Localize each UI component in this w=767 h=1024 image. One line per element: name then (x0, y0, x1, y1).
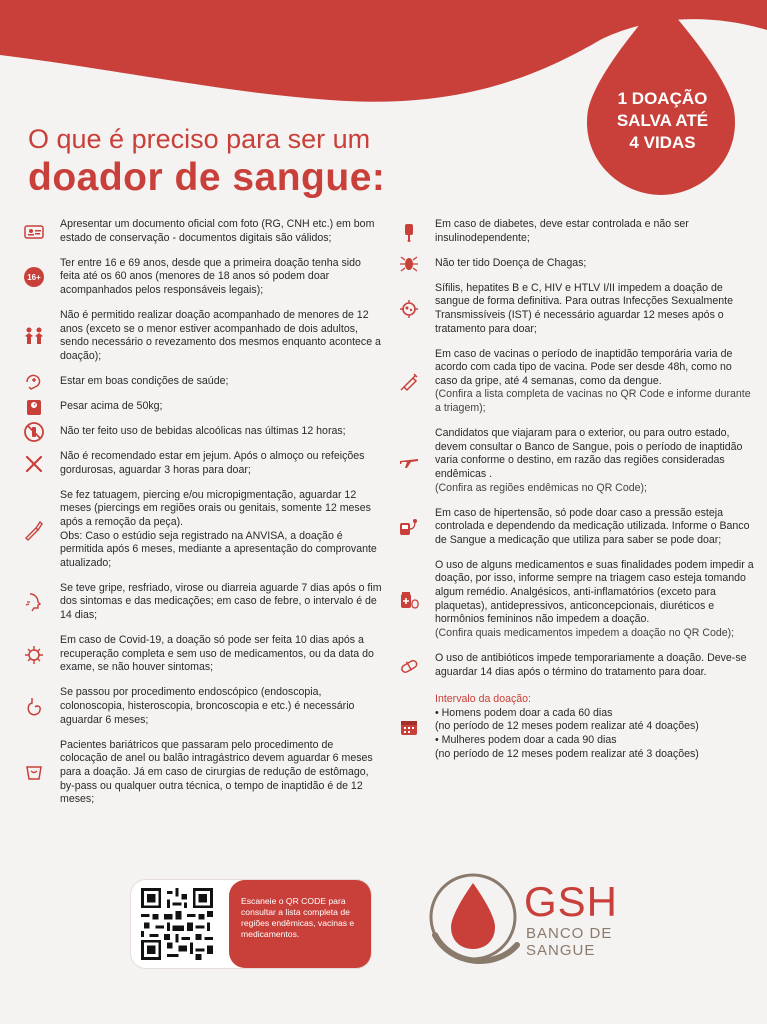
item-text: Não ter tido Doença de Chagas; (435, 256, 587, 269)
airplane-icon (397, 449, 421, 473)
page-title-line1: O que é preciso para ser um (28, 124, 371, 154)
list-item (397, 282, 757, 336)
virus-icon (22, 643, 46, 667)
glucose-icon (397, 220, 421, 244)
list-item (22, 400, 382, 414)
item-text: Apresentar um documento oficial com foto (RG, CNH etc.) em bom estado de conservação - documentos digitais são válidos; (60, 218, 375, 244)
item-text: Não é permitido realizar doação acompanhado de menores de 12 anos (exceto se o menor estiver acompanhado de dois adultos, sendo necessário o revezamento dos mesmos enquanto acontece a doação); (60, 308, 381, 362)
logo-subtitle (526, 925, 612, 959)
medicine-icon (397, 588, 421, 612)
donation-interval (397, 693, 757, 761)
no-alcohol-icon (22, 420, 46, 444)
requirements-left-column (22, 218, 382, 818)
item-text: Se teve gripe, resfriado, virose ou diarreia aguarde 7 dias após o fim dos sintomas e das medicações; em caso de febre, o intervalo é de 14 dias; (60, 581, 382, 622)
item-note: (Confira quais medicamentos impedem a doação no QR Code); (435, 626, 735, 639)
tattoo-icon (22, 518, 46, 542)
badge-line1: 1 DOAÇÃO (617, 89, 708, 108)
list-item (397, 257, 757, 271)
list-item (22, 634, 382, 675)
page-title-line2: doador de sangue: (28, 156, 386, 199)
item-note: (Confira a lista completa de vacinas no QR Code e informe durante a triagem); (435, 388, 751, 415)
age-16-icon (22, 265, 46, 289)
interval-women-note: (no período de 12 meses podem realizar até 3 doações) (435, 747, 699, 760)
list-item (397, 427, 757, 495)
calendar-icon (397, 715, 421, 739)
syringe-icon (397, 370, 421, 394)
interval-men-note: (no período de 12 meses podem realizar até 4 doações) (435, 720, 699, 733)
list-item (397, 218, 757, 245)
list-item (22, 450, 382, 477)
list-item (22, 489, 382, 571)
item-text: Se passou por procedimento endoscópico (endoscopia, colonoscopia, histeroscopia, broncoscopia e etc.) é necessário aguardar 6 meses; (60, 686, 355, 726)
item-note: Obs: Caso o estúdio seja registrado na ANVISA, a doação é permitida após 6 meses, mediante a apresentação do comprovante atualizado; (60, 529, 377, 569)
qr-code-icon[interactable] (141, 888, 213, 960)
item-text: Em caso de hipertensão, só pode doar caso a pressão esteja controlada e dependendo da medicação utilizada. Informe o Banco de Sangue a medicação que utiliza para saber se pode doar; (435, 506, 750, 546)
stomach-icon (22, 695, 46, 719)
bug-icon (397, 251, 421, 275)
health-icon (22, 370, 46, 394)
scale-icon (22, 395, 46, 419)
pill-icon (397, 654, 421, 678)
bariatric-icon (22, 761, 46, 785)
item-text: Não ter feito uso de bebidas alcoólicas nas últimas 12 horas; (60, 425, 346, 438)
item-text: Em caso de diabetes, deve estar controlada e não ser insulinodependente; (435, 218, 689, 244)
badge-line2: SALVA ATÉ (616, 111, 709, 130)
item-text: Pacientes bariátricos que passaram pelo procedimento de colocação de anel ou balão intragástrico devem aguardar 6 meses para a doação. Já em caso de cirurgias de redução de estômago, by-pass ou qualquer outra técnica, o tempo de inaptidão é de 12 meses; (60, 738, 373, 806)
list-item (22, 686, 382, 727)
item-text: Pesar acima de 50kg; (60, 399, 163, 412)
bacteria-icon (397, 297, 421, 321)
qr-instructions: Escaneie o QR CODE para consultar a lista completa de regiões endêmicas, vacinas e medicamentos. (241, 896, 355, 939)
list-item (397, 507, 757, 548)
item-note: (Confira as regiões endêmicas no QR Code); (435, 481, 647, 494)
blood-pressure-icon (397, 515, 421, 539)
children-icon (22, 324, 46, 348)
flu-icon (22, 590, 46, 614)
list-item (22, 425, 382, 439)
list-item (22, 309, 382, 363)
gsh-logo-icon (425, 865, 525, 975)
interval-men: • Homens podem doar a cada 60 dias (435, 706, 613, 719)
list-item (22, 739, 382, 807)
logo-name: GSH (524, 878, 619, 925)
interval-women: • Mulheres podem doar a cada 90 dias (435, 733, 617, 746)
list-item (397, 348, 757, 416)
list-item (22, 257, 382, 298)
interval-heading: Intervalo da doação: (435, 693, 532, 706)
item-text: Em caso de Covid-19, a doação só pode ser feita 10 dias após a recuperação completa e sem uso de medicamentos, ou da data do exame, se não houver sintomas; (60, 634, 374, 674)
item-text: Estar em boas condições de saúde; (60, 374, 229, 387)
list-item (397, 559, 757, 641)
item-text: Ter entre 16 e 69 anos, desde que a primeira doação tenha sido feita até os 60 anos (menores de 18 anos só podem doar acompanhados pelos responsáveis legais); (60, 256, 361, 296)
id-card-icon (22, 220, 46, 244)
list-item (397, 652, 757, 679)
list-item (22, 218, 382, 245)
badge-text (590, 88, 735, 154)
logo-sub-line2: SANGUE (526, 942, 596, 959)
cutlery-icon (22, 452, 46, 476)
item-text: Sífilis, hepatites B e C, HIV e HTLV I/II impedem a doação de sangue de forma definitiva. Para outras Infecções Sexualmente Transmissíveis (IST) é necessário aguardar 12 meses após o tratamento para doar; (435, 281, 733, 335)
item-text: Não é recomendado estar em jejum. Após o almoço ou refeições gordurosas, aguardar 3 horas para doar; (60, 450, 365, 476)
item-text: Candidatos que viajaram para o exterior, ou para outro estado, devem consultar o Banco de Sangue, pois o período de inaptidão varia conforme o destino, em razão das regiões consideradas endêmicas . (435, 427, 743, 480)
item-text: Se fez tatuagem, piercing e/ou micropigmentação, aguardar 12 meses (piercings em regiões orais ou genitais, somente 12 meses após a remoção da peça). (60, 488, 371, 528)
qr-card (130, 879, 372, 969)
age-16-label: 16+ (27, 273, 41, 283)
item-text: Em caso de vacinas o período de inaptidão temporária varia de acordo com cada tipo de vacina. Pode ser desde 48h, como no caso da gripe, até 4 semanas, como da dengue. (435, 347, 733, 387)
list-item (22, 375, 382, 389)
item-text: O uso de antibióticos impede temporariamente a doação. Deve-se aguardar 14 dias após o término do tratamento para doar. (435, 651, 747, 678)
requirements-right-column (397, 218, 757, 773)
item-text: O uso de alguns medicamentos e suas finalidades podem impedir a doação, por isso, informe sempre na triagem caso esteja tomando algum remédio. Analgésicos, anti-inflamatórios (exceto para plaquetas), antidepressivos, anticoncepcionais, diuréticos e hormônios femininos não impedem a doação. (435, 558, 754, 626)
logo-sub-line1: BANCO DE (526, 925, 613, 942)
list-item (22, 582, 382, 623)
badge-line3: 4 VIDAS (629, 133, 696, 152)
